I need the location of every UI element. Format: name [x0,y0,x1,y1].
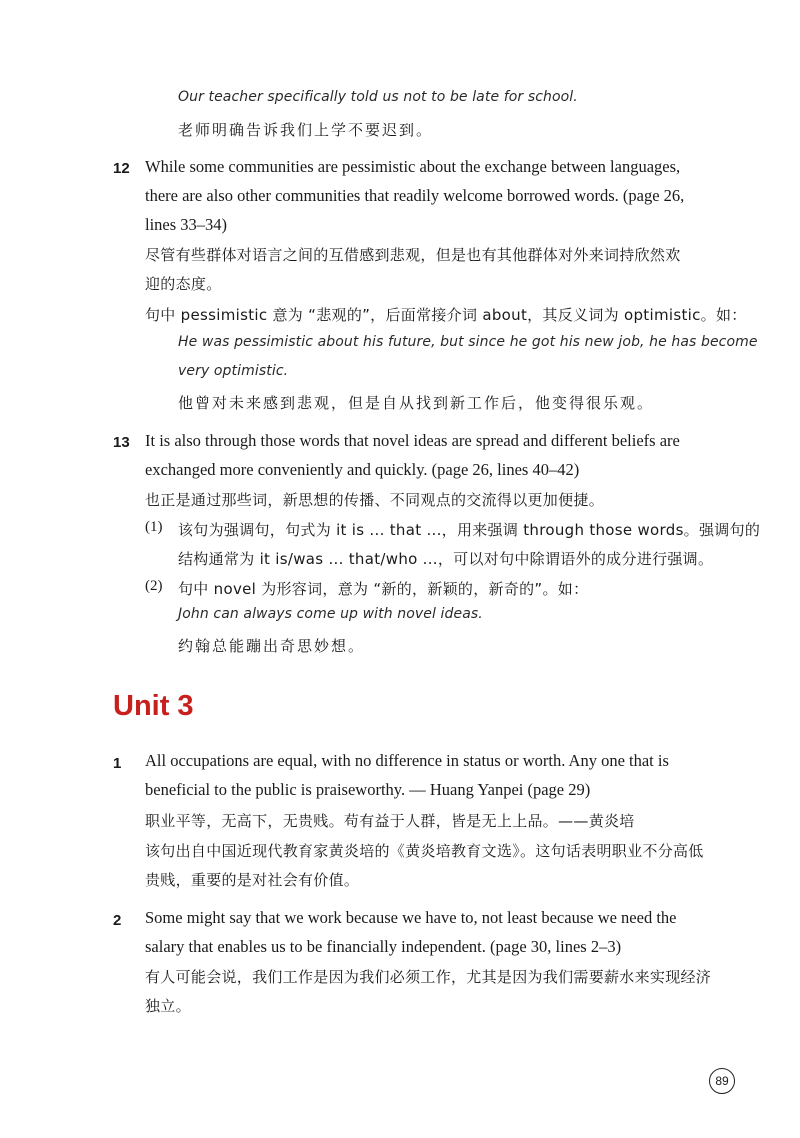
translation-line: 有人可能会说，我们工作是因为我们必须工作，尤其是因为我们需要薪水来实现经济 [145,968,712,986]
page-number: 89 [709,1068,735,1094]
example-sentence-en: Our teacher specifically told us not to be late for school. [178,89,578,105]
item-number: 12 [113,160,130,177]
source-sentence-line: All occupations are equal, with no difference in status or worth. Any one that is [145,751,669,770]
example-sentence-zh: 老师明确告诉我们上学不要迟到。 [178,121,434,139]
translation-line: 独立。 [145,997,191,1015]
source-sentence-line: exchanged more conveniently and quickly. (page 26, lines 40–42) [145,460,580,479]
source-sentence-line: It is also through those words that novel ideas are spread and different beliefs are [145,431,680,450]
item-number: 13 [113,434,130,451]
example-sentence-en: John can always come up with novel ideas. [178,606,483,622]
source-sentence-line: there are also other communities that readily welcome borrowed words. (page 26, [145,186,685,205]
source-sentence-line: salary that enables us to be financially independent. (page 30, lines 2–3) [145,937,622,956]
source-sentence-line: lines 33–34) [145,215,228,234]
example-sentence-zh: 他曾对未来感到悲观，但是自从找到新工作后，他变得很乐观。 [178,394,655,412]
example-sentence-zh: 约翰总能蹦出奇思妙想。 [178,637,366,655]
translation-line: 尽管有些群体对语言之间的互借感到悲观，但是也有其他群体对外来词持欣然欢 [145,246,681,264]
sub-point-text: 该句为强调句，句式为 it is ... that ...，用来强调 through those words。强调句的 [178,521,761,539]
example-sentence-en: He was pessimistic about his future, but since he got his new job, he has become [178,334,758,350]
unit-heading: Unit 3 [113,690,194,722]
explanation-note: 贵贱，重要的是对社会有价值。 [145,871,360,889]
sub-point-text: 句中 novel 为形容词，意为 “新的，新颖的，新奇的”。如： [178,580,589,598]
item-number: 1 [113,755,122,772]
item-number: 2 [113,912,122,929]
example-sentence-en: very optimistic. [178,363,289,379]
explanation-note: 该句出自中国近现代教育家黄炎培的《黄炎培教育文选》。这句话表明职业不分高低 [145,842,704,860]
translation-line: 迎的态度。 [145,275,222,293]
sub-point-label: (2) [145,578,163,594]
source-sentence-line: While some communities are pessimistic about the exchange between languages, [145,157,681,176]
sub-point-text: 结构通常为 it is/was ... that/who ...，可以对句中除谓语外的成分进行强调。 [178,550,714,568]
translation-line: 也正是通过那些词，新思想的传播、不同观点的交流得以更加便捷。 [145,491,605,509]
explanation-note: 句中 pessimistic 意为 “悲观的”，后面常接介词 about，其反义词为 optimistic。如： [145,306,747,324]
source-sentence-line: beneficial to the public is praiseworthy. — Huang Yanpei (page 29) [145,780,591,799]
sub-point-label: (1) [145,519,163,535]
translation-line: 职业平等，无高下，无贵贱。苟有益于人群，皆是无上上品。——黄炎培 [145,812,635,830]
source-sentence-line: Some might say that we work because we have to, not least because we need the [145,908,677,927]
